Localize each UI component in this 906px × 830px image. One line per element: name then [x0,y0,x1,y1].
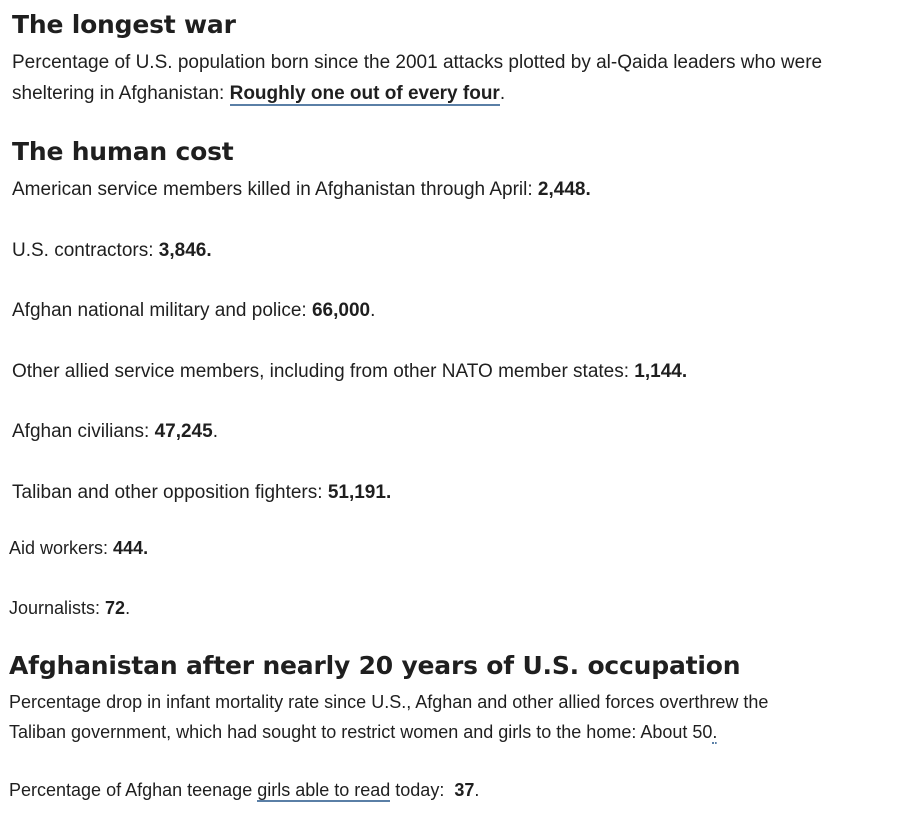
stat-american-service-members [12,174,591,205]
heading-after-occupation: Afghanistan after nearly 20 years of U.S. occupation [9,651,741,680]
stat-value: 47,245 [154,421,213,442]
stat-label: Afghan civilians: [12,421,155,442]
population-text-line-1: Percentage of U.S. population born since the 2001 attacks plotted by al-Qaida leaders who were [12,52,823,73]
stat-afghan-military-police [12,295,375,326]
stat-aid-workers [9,533,148,563]
stat-value: 444. [113,538,149,558]
stat-label: Aid workers: [9,538,114,558]
infant-mortality-line-1 [9,687,768,717]
population-paragraph-line-2 [12,78,505,109]
population-text-prefix: sheltering in Afghanistan: [12,83,230,104]
stat-value: 66,000 [311,300,371,321]
girls-able-to-read-link[interactable]: girls able to read [257,780,391,800]
heading-longest-war: The longest war [12,10,236,39]
population-text-suffix: . [499,83,506,104]
stat-label: Afghan national military and police: [12,300,312,321]
stat-other-allied-service-members [12,356,687,387]
stat-label: American service members killed in Afghanistan through April: [12,179,538,200]
stat-taliban-fighters [12,477,391,508]
girls-literacy-paragraph [9,775,479,805]
stat-suffix: . [125,598,131,618]
girls-literacy-suffix: . [474,780,480,800]
roughly-one-in-four-link[interactable]: Roughly one out of every four [229,83,500,104]
girls-literacy-prefix: Percentage of Afghan teenage [9,780,258,800]
stat-us-contractors [12,235,212,266]
infant-mortality-link[interactable]: . [712,722,718,742]
stat-value: 3,846. [158,240,212,261]
stat-journalists [9,593,130,623]
stat-label: Other allied service members, including from other NATO member states: [12,361,635,382]
stat-value: 51,191. [327,482,392,503]
stat-label: Taliban and other opposition fighters: [12,482,328,503]
stat-suffix: . [370,300,376,321]
stat-value: 2,448. [537,179,591,200]
stat-label: Journalists: [9,598,106,618]
infant-mortality-text-prefix: Taliban government, which had sought to restrict women and girls to the home: About 50 [9,722,713,742]
infant-mortality-text-line-1: Percentage drop in infant mortality rate since U.S., Afghan and other allied forces overthrew the [9,692,769,712]
stat-afghan-civilians [12,416,218,447]
stat-label: U.S. contractors: [12,240,159,261]
stat-value: 72 [105,598,126,618]
stat-suffix: . [212,421,218,442]
infant-mortality-line-2 [9,717,717,747]
heading-human-cost: The human cost [12,137,234,166]
stat-value: 1,144. [634,361,688,382]
girls-literacy-middle: today: [390,780,455,800]
population-paragraph-line-1 [12,47,822,78]
girls-literacy-value: 37 [454,780,475,800]
